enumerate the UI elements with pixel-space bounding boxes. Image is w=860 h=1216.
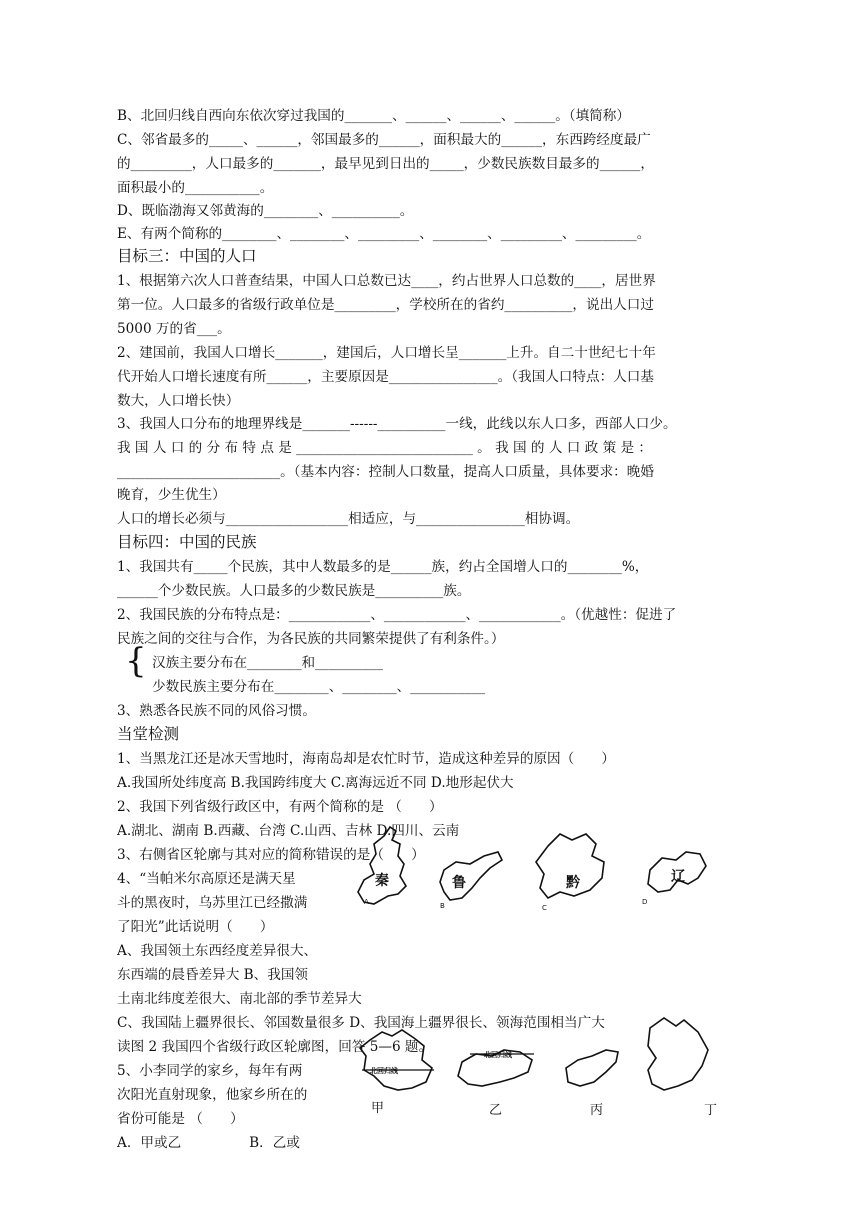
- section-heading-ethnic: 目标四：中国的民族: [117, 533, 257, 551]
- text-line: 民族之间的交往与合作，为各民族的共同繁荣提供了有利条件。）: [117, 631, 505, 647]
- shandong-outline: [440, 852, 502, 900]
- tropic-label-jia: 北回归线: [370, 1067, 398, 1075]
- text-line: 1、我国共有_____个民族，其中人数最多的是______族，约占全国增人口的________%，: [117, 559, 649, 575]
- text-line-c-3: 面积最小的___________。: [117, 180, 274, 196]
- province-outlines-figure-1: [352, 822, 722, 922]
- tropic-label-yi: 北回归线: [484, 1051, 512, 1059]
- letter-a: A: [364, 898, 369, 906]
- province-ding-outline: [648, 1018, 708, 1090]
- text-line: 3、熟悉各民族不同的风俗习惯。: [117, 703, 316, 719]
- text-line: 2、建国前，我国人口增长_______，建国后，人口增长呈_______上升。自二十世纪七十年: [117, 345, 656, 361]
- letter-d: D: [642, 898, 648, 906]
- question-1-options: A.我国所处纬度高 B.我国跨纬度大 C.离海远近不同 D.地形起伏大: [117, 775, 514, 791]
- question-3: 3、右侧省区轮廓与其对应的简称错误的是（ ）: [117, 847, 425, 863]
- text-line: ______个少数民族。人口最多的少数民族是__________族。: [117, 583, 471, 599]
- question-1: 1、当黑龙江还是冰天雪地时，海南岛却是农忙时节，造成这种差异的原因（ ）: [117, 751, 616, 767]
- question-4-option-b: 土南北纬度差很大、南北部的季节差异大: [117, 991, 362, 1007]
- text-line: 人口的增长必须与__________________相适应，与________________相协调。: [117, 511, 580, 527]
- text-line-e: E、有两个简称的________、________、_________、________、_________、_________。: [117, 226, 651, 242]
- section-heading-test: 当堂检测: [117, 725, 180, 743]
- text-line: 晚育，少生优生）: [117, 487, 226, 503]
- abbr-shandong: 鲁: [452, 875, 466, 891]
- question-2: 2、我国下列省级行政区中，有两个简称的是 （ ）: [117, 799, 443, 815]
- caption-ding: 丁: [704, 1103, 718, 1118]
- abbr-shaanxi: 秦: [375, 873, 389, 889]
- figure-2-instruction: 读图 2 我国四个省级行政区轮廓图，回答 5—6 题。: [117, 1039, 433, 1055]
- shaanxi-outline: [358, 827, 406, 904]
- question-2-options: A.湖北、湖南 B.西藏、台湾 C.山西、吉林 D.四川、云南: [117, 823, 460, 839]
- text-line-b: B、北回归线自西向东依次穿过我国的_______、______、______、______。（填简称）: [117, 108, 630, 124]
- text-line-c: C、邻省最多的_____、______，邻国最多的______，面积最大的______，东西跨经度最广: [117, 132, 651, 148]
- question-5: 5、小李同学的家乡，每年有两: [117, 1063, 303, 1079]
- brace-symbol: {: [125, 641, 147, 681]
- province-outlines-figure-2: [352, 1010, 722, 1100]
- abbr-liaoning: 辽: [671, 869, 685, 885]
- province-jia-outline: [360, 1030, 432, 1090]
- question-4-line-3: 了阳光”此话说明（ ）: [117, 919, 274, 935]
- caption-bing: 丙: [590, 1103, 604, 1118]
- question-4-option-a-2: 东西端的晨昏差异大 B、我国领: [117, 967, 309, 983]
- caption-yi: 乙: [489, 1103, 503, 1118]
- text-line: ________________________。（基本内容：控制人口数量，提高人口质量，具体要求：晚婚: [117, 464, 654, 480]
- section-heading-population: 目标三：中国的人口: [117, 247, 257, 265]
- question-4-option-cd: C、我国陆上疆界很长、邻国数量很多 D、我国海上疆界很长、领海范围相当广大: [117, 1015, 605, 1031]
- text-line-c-2: 的_________，人口最多的_______，最早见到日出的_____，少数民族数目最多的______，: [117, 156, 654, 172]
- text-line: 数大，人口增长快）: [117, 393, 240, 409]
- text-line: 汉族主要分布在________和__________: [152, 655, 384, 671]
- letter-b: B: [440, 902, 445, 910]
- question-4-option-a: A、我国领土东西经度差异很大、: [117, 943, 318, 959]
- question-5-options: A．甲或乙 B．乙或: [117, 1135, 300, 1151]
- caption-jia: 甲: [371, 1101, 385, 1116]
- text-line: 第一位。人口最多的省级行政单位是_________，学校所在的省约__________，说出人口过: [117, 297, 654, 313]
- text-line: 2、我国民族的分布特点是：____________、____________、____________。（优越性：促进了: [117, 607, 677, 623]
- text-line: 代开始人口增长速度有所______，主要原因是________________。（我国人口特点：人口基: [117, 369, 654, 385]
- text-line: 少数民族主要分布在________、________、___________: [152, 679, 486, 695]
- province-bing-outline: [566, 1050, 618, 1086]
- abbr-guizhou: 黔: [566, 875, 580, 891]
- question-5-line-2: 次阳光直射现象，他家乡所在的: [117, 1087, 308, 1103]
- text-line: 5000 万的省___。: [117, 321, 231, 337]
- letter-c: C: [542, 904, 547, 912]
- text-line: 1、根据第六次人口普查结果，中国人口总数已达____，约占世界人口总数的____，居世界: [117, 273, 656, 289]
- text-line: 我 国 人 口 的 分 布 特 点 是 __________________________ 。 我 国 的 人 口 政 策 是 ：: [117, 440, 653, 456]
- text-line: 3、我国人口分布的地理界线是_______------__________一线，此线以东人口多，西部人口少。: [117, 416, 677, 432]
- question-5-line-3: 省份可能是 （ ）: [117, 1111, 244, 1127]
- question-4: 4、“当帕米尔高原还是满天星: [117, 871, 296, 887]
- text-line-d: D、既临渤海又邻黄海的________、__________。: [117, 203, 414, 219]
- question-4-line-2: 斗的黑夜时，乌苏里江已经撒满: [117, 895, 308, 911]
